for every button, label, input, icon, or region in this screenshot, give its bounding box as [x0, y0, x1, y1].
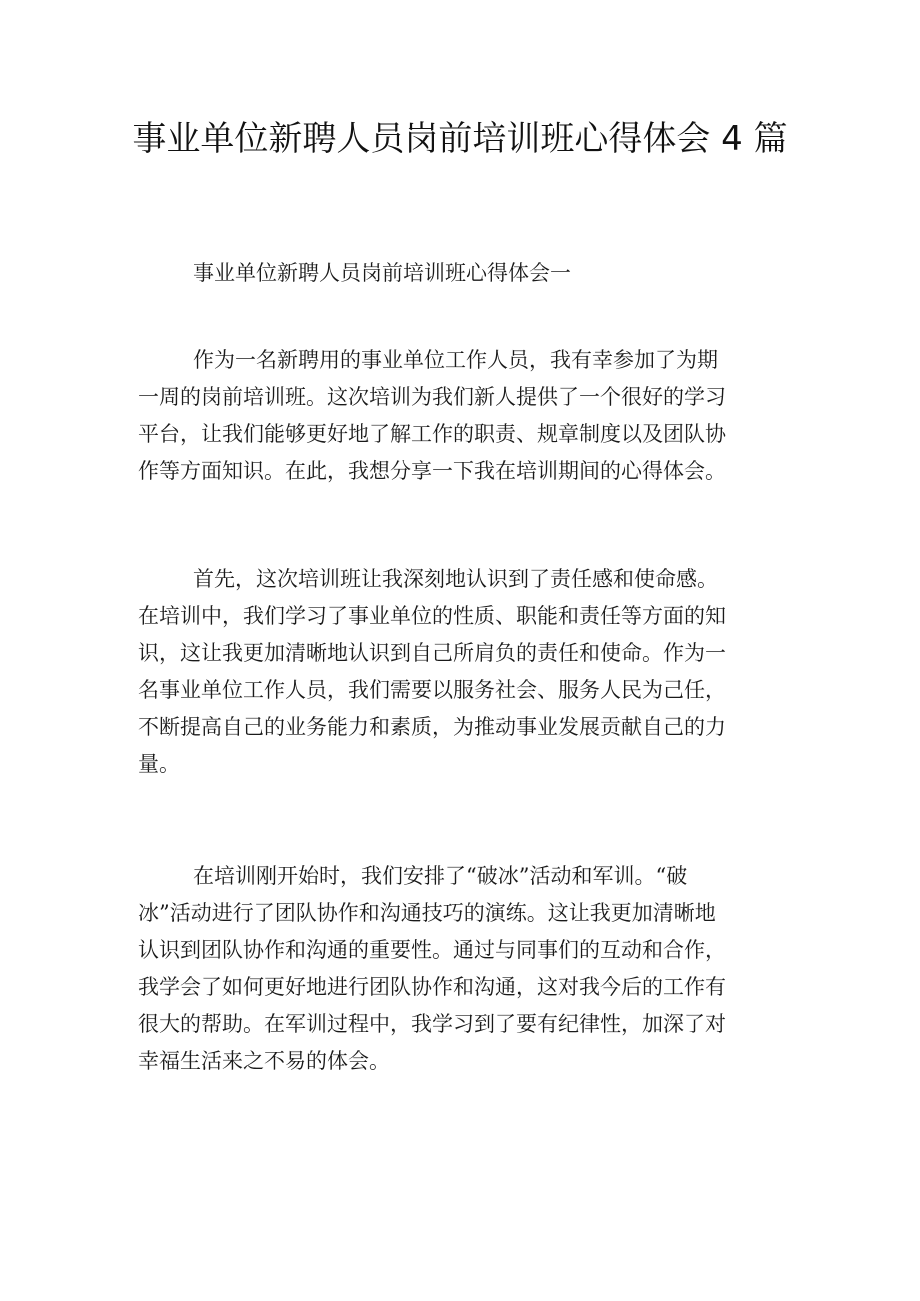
paragraph-line: 不断提高自己的业务能力和素质，为推动事业发展贡献自己的力 [138, 715, 726, 739]
paragraph-3 [138, 858, 798, 1080]
paragraph-line: 在培训中，我们学习了事业单位的性质、职能和责任等方面的知 [138, 604, 726, 628]
paragraph-line: 很大的帮助。在军训过程中，我学习到了要有纪律性，加深了对 [138, 1012, 726, 1036]
paragraph-line: 在培训刚开始时，我们安排了“破冰”活动和军训。“破 [193, 864, 688, 888]
paragraph-line: 幸福生活来之不易的体会。 [138, 1049, 390, 1073]
paragraph-line: 首先，这次培训班让我深刻地认识到了责任感和使命感。 [193, 567, 718, 591]
paragraph-line: 我学会了如何更好地进行团队协作和沟通，这对我今后的工作有 [138, 975, 726, 999]
paragraph-line: 一周的岗前培训班。这次培训为我们新人提供了一个很好的学习 [138, 385, 726, 409]
paragraph-line: 作等方面知识。在此，我想分享一下我在培训期间的心得体会。 [138, 459, 726, 483]
paragraph-1 [138, 342, 798, 490]
paragraph-line: 名事业单位工作人员，我们需要以服务社会、服务人民为己任， [138, 678, 726, 702]
paragraph-line: 冰”活动进行了团队协作和沟通技巧的演练。这让我更加清晰地 [138, 901, 716, 925]
paragraph-line: 平台，让我们能够更好地了解工作的职责、规章制度以及团队协 [138, 422, 726, 446]
document-title: 事业单位新聘人员岗前培训班心得体会 4 篇 [132, 119, 788, 159]
paragraph-2 [138, 561, 798, 783]
paragraph-line: 识，这让我更加清晰地认识到自己所肩负的责任和使命。作为一 [138, 641, 726, 665]
paragraph-line: 作为一名新聘用的事业单位工作人员，我有幸参加了为期 [193, 348, 718, 372]
paragraph-line: 认识到团队协作和沟通的重要性。通过与同事们的互动和合作， [138, 938, 726, 962]
paragraph-line: 量。 [138, 752, 180, 776]
section-heading: 事业单位新聘人员岗前培训班心得体会一 [193, 261, 571, 285]
